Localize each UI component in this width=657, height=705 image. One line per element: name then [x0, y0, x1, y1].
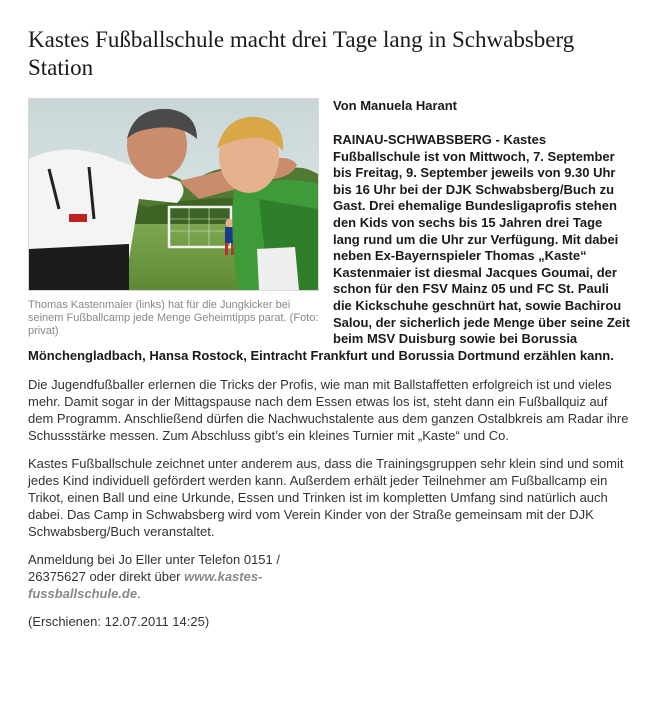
signup-paragraph: [28, 551, 288, 602]
signup-text: Anmeldung bei Jo Eller unter Telefon 0151 / 26375627 oder direkt über: [28, 552, 280, 585]
article-photo: [28, 98, 319, 291]
article-paragraph-2: Kastes Fußballschule zeichnet unter anderem aus, dass die Trainingsgruppen sehr klein sind und somit jedes Kind individuell gefördert werden kann. Außerdem erhält jeder Teilnehmer am Fußballcamp ein Trikot, einen Ball und eine Urkunde, Essen und Trinken ist im kompletten Umfang sind natürlich auch dabei. Das Camp in Schwabsberg wird vom Verein Kinder von der Straße gemeinsam mit der DJK Schwabsberg/Buch veranstaltet.: [28, 456, 624, 540]
article: [28, 26, 631, 641]
photo-caption: Thomas Kastenmaier (links) hat für die Jungkicker bei seinem Fußballcamp jede Menge Geheimtipps parat. (Foto: privat): [28, 299, 319, 337]
photo-block: [28, 98, 319, 338]
article-paragraph-1: Die Jugendfußballer erlernen die Tricks der Profis, wie man mit Ballstaffetten erfolgreich ist und vieles mehr. Damit sogar in der Mittagspause nach dem Essen etwas los ist, steht dann ein Fußballquiz auf dem Programm. Anschließend dürfen die Nachwuchstalente aus dem ganzen Ostalbkreis am Radar ihre Schussstärke messen. Zum Abschluss gibt’s ein kleines Turnier mit „Kaste“ und Co.: [28, 377, 629, 444]
author-byline: Von Manuela Harant: [333, 98, 458, 113]
signup-end: .: [137, 586, 141, 602]
published-date: (Erschienen: 12.07.2011 14:25): [28, 614, 210, 630]
article-title: Kastes Fußballschule macht drei Tage lang in Schwabsberg Station: [28, 27, 575, 80]
article-lead: RAINAU-SCHWABSBERG - Kastes Fußballschule ist von Mittwoch, 7. September bis Freitag, 9. September jeweils von 9.30 Uhr bis 16 Uhr bei der DJK Schwabsberg/Buch zu Gast. Drei ehemalige Bundesligaprofis stehen den Kids von sechs bis 15 Jahren drei Tage lang rund um die Uhr zur Verfügung. Mit dabei neben Ex-Bayernspieler Thomas „Kaste“ Kastenmaier ist diesmal Jacques Goumai, der schon für den FSV Mainz 05 und FC St. Pauli die Kickschuhe geschnürt hat, sowie Bachirou Salou, der sicherlich jede Menge über seine Zeit beim MSV Duisburg sowie bei Borussia Mönchengladbach, Hansa Rostock, Eintracht Frankfurt und Borussia Dortmund erzählen kann.: [28, 132, 630, 363]
school-website-link[interactable]: www.kastes-fussballschule.de: [28, 569, 263, 602]
